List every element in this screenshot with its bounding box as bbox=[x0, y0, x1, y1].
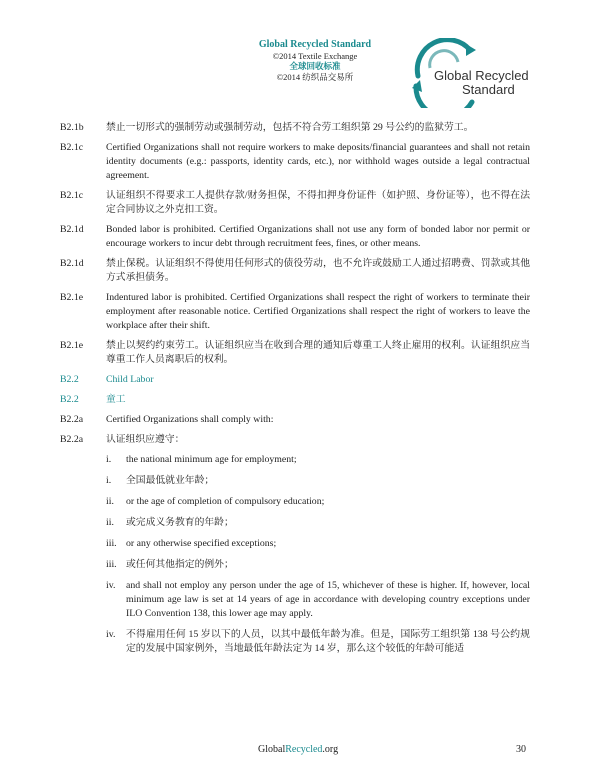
clause-text: 禁止一切形式的强制劳动或强制劳动，包括不符合劳工组织第 29 号公约的监狱劳工。 bbox=[106, 122, 474, 133]
clause bbox=[60, 257, 530, 285]
list-item-number: iv. bbox=[106, 580, 116, 591]
logo-text-line1: Global Recycled bbox=[434, 68, 529, 83]
document-body bbox=[60, 121, 530, 663]
grs-logo bbox=[400, 38, 550, 108]
clause-code: B2.1e bbox=[60, 340, 84, 351]
list-item-text: the national minimum age for employment; bbox=[126, 454, 297, 465]
clause bbox=[60, 291, 530, 333]
clause-text: 认证组织应遵守： bbox=[106, 434, 185, 445]
footer-website[interactable] bbox=[258, 744, 338, 755]
clause-code: B2.1b bbox=[60, 122, 84, 133]
section-code: B2.2 bbox=[60, 394, 79, 405]
clause bbox=[60, 413, 530, 427]
section-code: B2.2 bbox=[60, 374, 79, 385]
header-title-cn: 全球回收标准 bbox=[289, 61, 341, 71]
clause-code: B2.2a bbox=[60, 434, 84, 445]
list-item bbox=[106, 453, 530, 467]
list-item bbox=[106, 537, 530, 551]
section-title: 童工 bbox=[106, 394, 126, 405]
list-item-text: or the age of completion of compulsory education; bbox=[126, 496, 325, 507]
list-item bbox=[106, 628, 530, 656]
header-title: Global Recycled Standard bbox=[258, 39, 372, 50]
section-title: Child Labor bbox=[106, 374, 154, 385]
page-header bbox=[0, 40, 600, 110]
list-item bbox=[106, 474, 530, 488]
clause-code: B2.1d bbox=[60, 224, 84, 235]
clause-code: B2.1e bbox=[60, 292, 84, 303]
clause-text: Indentured labor is prohibited. Certified Organizations shall respect the right of workers to terminate their employment after reasonable notice. Certified Organizations shall respect the right of workers to leave the workplace after their shift. bbox=[106, 292, 530, 331]
clause bbox=[60, 433, 530, 447]
list-item bbox=[106, 516, 530, 530]
clause-code: B2.2a bbox=[60, 414, 84, 425]
clause-text: Certified Organizations shall comply with: bbox=[106, 414, 274, 425]
clause bbox=[60, 339, 530, 367]
header-copyright-cn: ©2014 纺织品交易所 bbox=[276, 71, 354, 82]
logo-text-line2: Standard bbox=[462, 82, 515, 97]
header-copyright-en: ©2014 Textile Exchange bbox=[272, 50, 358, 61]
list-item-text: 不得雇用任何 15 岁以下的人员，以其中最低年龄为准。但是，国际劳工组织第 138 号公约规定的发展中国家例外，当地最低年龄法定为 14 岁，那么这个较低的年龄可能适 bbox=[126, 629, 530, 654]
footer-website-suffix: .org bbox=[322, 744, 339, 755]
list-item bbox=[106, 495, 530, 509]
list-item-text: 全国最低就业年龄； bbox=[126, 475, 215, 486]
list-item-number: iii. bbox=[106, 559, 117, 570]
list-item-number: iv. bbox=[106, 629, 116, 640]
clause-text: 认证组织不得要求工人提供存款/财务担保，不得扣押身份证件（如护照、身份证等），也不得在法定合同协议之外克扣工资。 bbox=[106, 190, 530, 215]
list-item-number: i. bbox=[106, 454, 112, 465]
list-item-text: 或完成义务教育的年龄； bbox=[126, 517, 234, 528]
clause-code: B2.1c bbox=[60, 190, 84, 201]
list-item-number: ii. bbox=[106, 517, 114, 528]
list-item-text: 或任何其他指定的例外； bbox=[126, 559, 234, 570]
clause-text: 禁止以契约约束劳工。认证组织应当在收到合理的通知后尊重工人终止雇用的权利。认证组织应当尊重工作人员离职后的权利。 bbox=[106, 340, 530, 365]
list-item-text: and shall not employ any person under the age of 15, whichever of these is higher. If, however, local minimum age law is set at 14 years of age in accordance with developing country exceptions under ILO Convention 138, this lower age may apply. bbox=[126, 580, 530, 619]
clause bbox=[60, 121, 530, 135]
section-heading bbox=[60, 373, 530, 387]
list-item bbox=[106, 579, 530, 621]
header-text-block bbox=[230, 40, 400, 82]
footer-website-accent: Recycled bbox=[285, 744, 323, 755]
list-item-text: or any otherwise specified exceptions; bbox=[126, 538, 277, 549]
section-heading bbox=[60, 393, 530, 407]
list-item bbox=[106, 558, 530, 572]
clause-code: B2.1d bbox=[60, 258, 84, 269]
list-item-number: iii. bbox=[106, 538, 117, 549]
clause-text: Bonded labor is prohibited. Certified Organizations shall not use any form of bonded labor nor permit or encourage workers to incur debt through recruitment fees, fines, or other means. bbox=[106, 224, 530, 249]
page-number: 30 bbox=[516, 744, 526, 755]
list-item-number: ii. bbox=[106, 496, 114, 507]
list-item-number: i. bbox=[106, 475, 112, 486]
footer-website-prefix: Global bbox=[258, 744, 286, 755]
clause bbox=[60, 141, 530, 183]
clause-text: 禁止保税。认证组织不得使用任何形式的债役劳动，也不允许或鼓励工人通过招聘费、罚款或其他方式承担债务。 bbox=[106, 258, 530, 283]
clause-code: B2.1c bbox=[60, 142, 84, 153]
clause bbox=[60, 223, 530, 251]
clause-text: Certified Organizations shall not require workers to make deposits/financial guarantees and shall not retain identity documents (e.g.: passports, identity cards, etc.), nor withhold wages outside a legal contractual agreement. bbox=[106, 142, 530, 181]
clause bbox=[60, 189, 530, 217]
